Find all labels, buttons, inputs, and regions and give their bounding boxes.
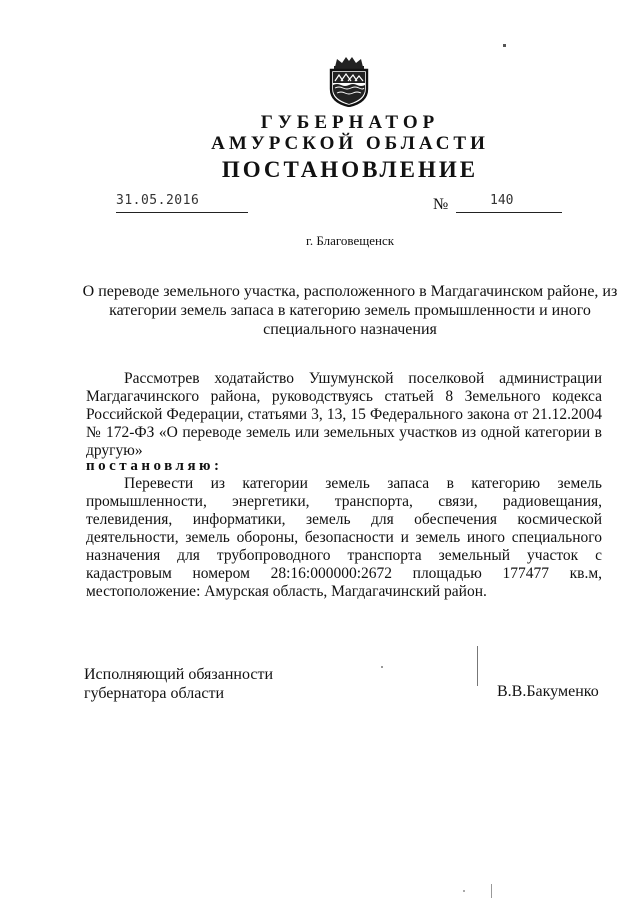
decree-word: постановляю: — [86, 458, 223, 474]
preamble-paragraph: Рассмотрев ходатайство Ушумунской поселковой администрации Магдагачинского района, руководствуясь статьей 8 Земельного кодекса Российской Федерации, статьями 3, 13, 15 Федерального закона от 21.12.2004 № 172-ФЗ «О переводе земель или земельных участков из одной категории в другую» — [86, 370, 602, 459]
scan-speck — [503, 44, 506, 47]
document-type: ПОСТАНОВЛЕНИЕ — [221, 157, 479, 182]
number-sign: № — [433, 196, 449, 213]
document-date: 31.05.2016 — [116, 193, 200, 208]
organization-region: АМУРСКОЙ ОБЛАСТИ — [211, 133, 489, 154]
signatory-position-line2: губернатора области — [84, 685, 224, 702]
document-number: 140 — [490, 193, 514, 208]
organization-title: ГУБЕРНАТОР — [260, 112, 440, 133]
scan-line — [477, 646, 478, 686]
scan-line — [491, 884, 492, 898]
number-underline — [456, 212, 562, 213]
city-name: г. Благовещенск — [305, 233, 395, 248]
coat-of-arms-icon — [326, 55, 372, 107]
signatory-name: В.В.Бакуменко — [497, 683, 599, 700]
date-underline — [116, 212, 248, 213]
scan-speck — [463, 890, 465, 892]
signatory-position — [84, 665, 273, 703]
decree-paragraph: Перевести из категории земель запаса в категорию земель промышленности, энергетики, транспорта, связи, радиовещания, телевидения, информатики, земель для обеспечения космической деятельности, земель обороны, безопасности и земель иного специального назначения для трубопроводного транспорта земельный участок с кадастровым номером 28:16:000000:2672 площадью 177477 кв.м, местоположение: Амурская область, Магдагачинский район. — [86, 475, 602, 600]
signatory-position-line1: Исполняющий обязанности — [84, 666, 274, 683]
scan-speck — [381, 666, 383, 668]
document-subject: О переводе земельного участка, расположенного в Магдагачинском районе, из категории земель запаса в категорию земель промышленности и иного специального назначения — [82, 283, 618, 338]
